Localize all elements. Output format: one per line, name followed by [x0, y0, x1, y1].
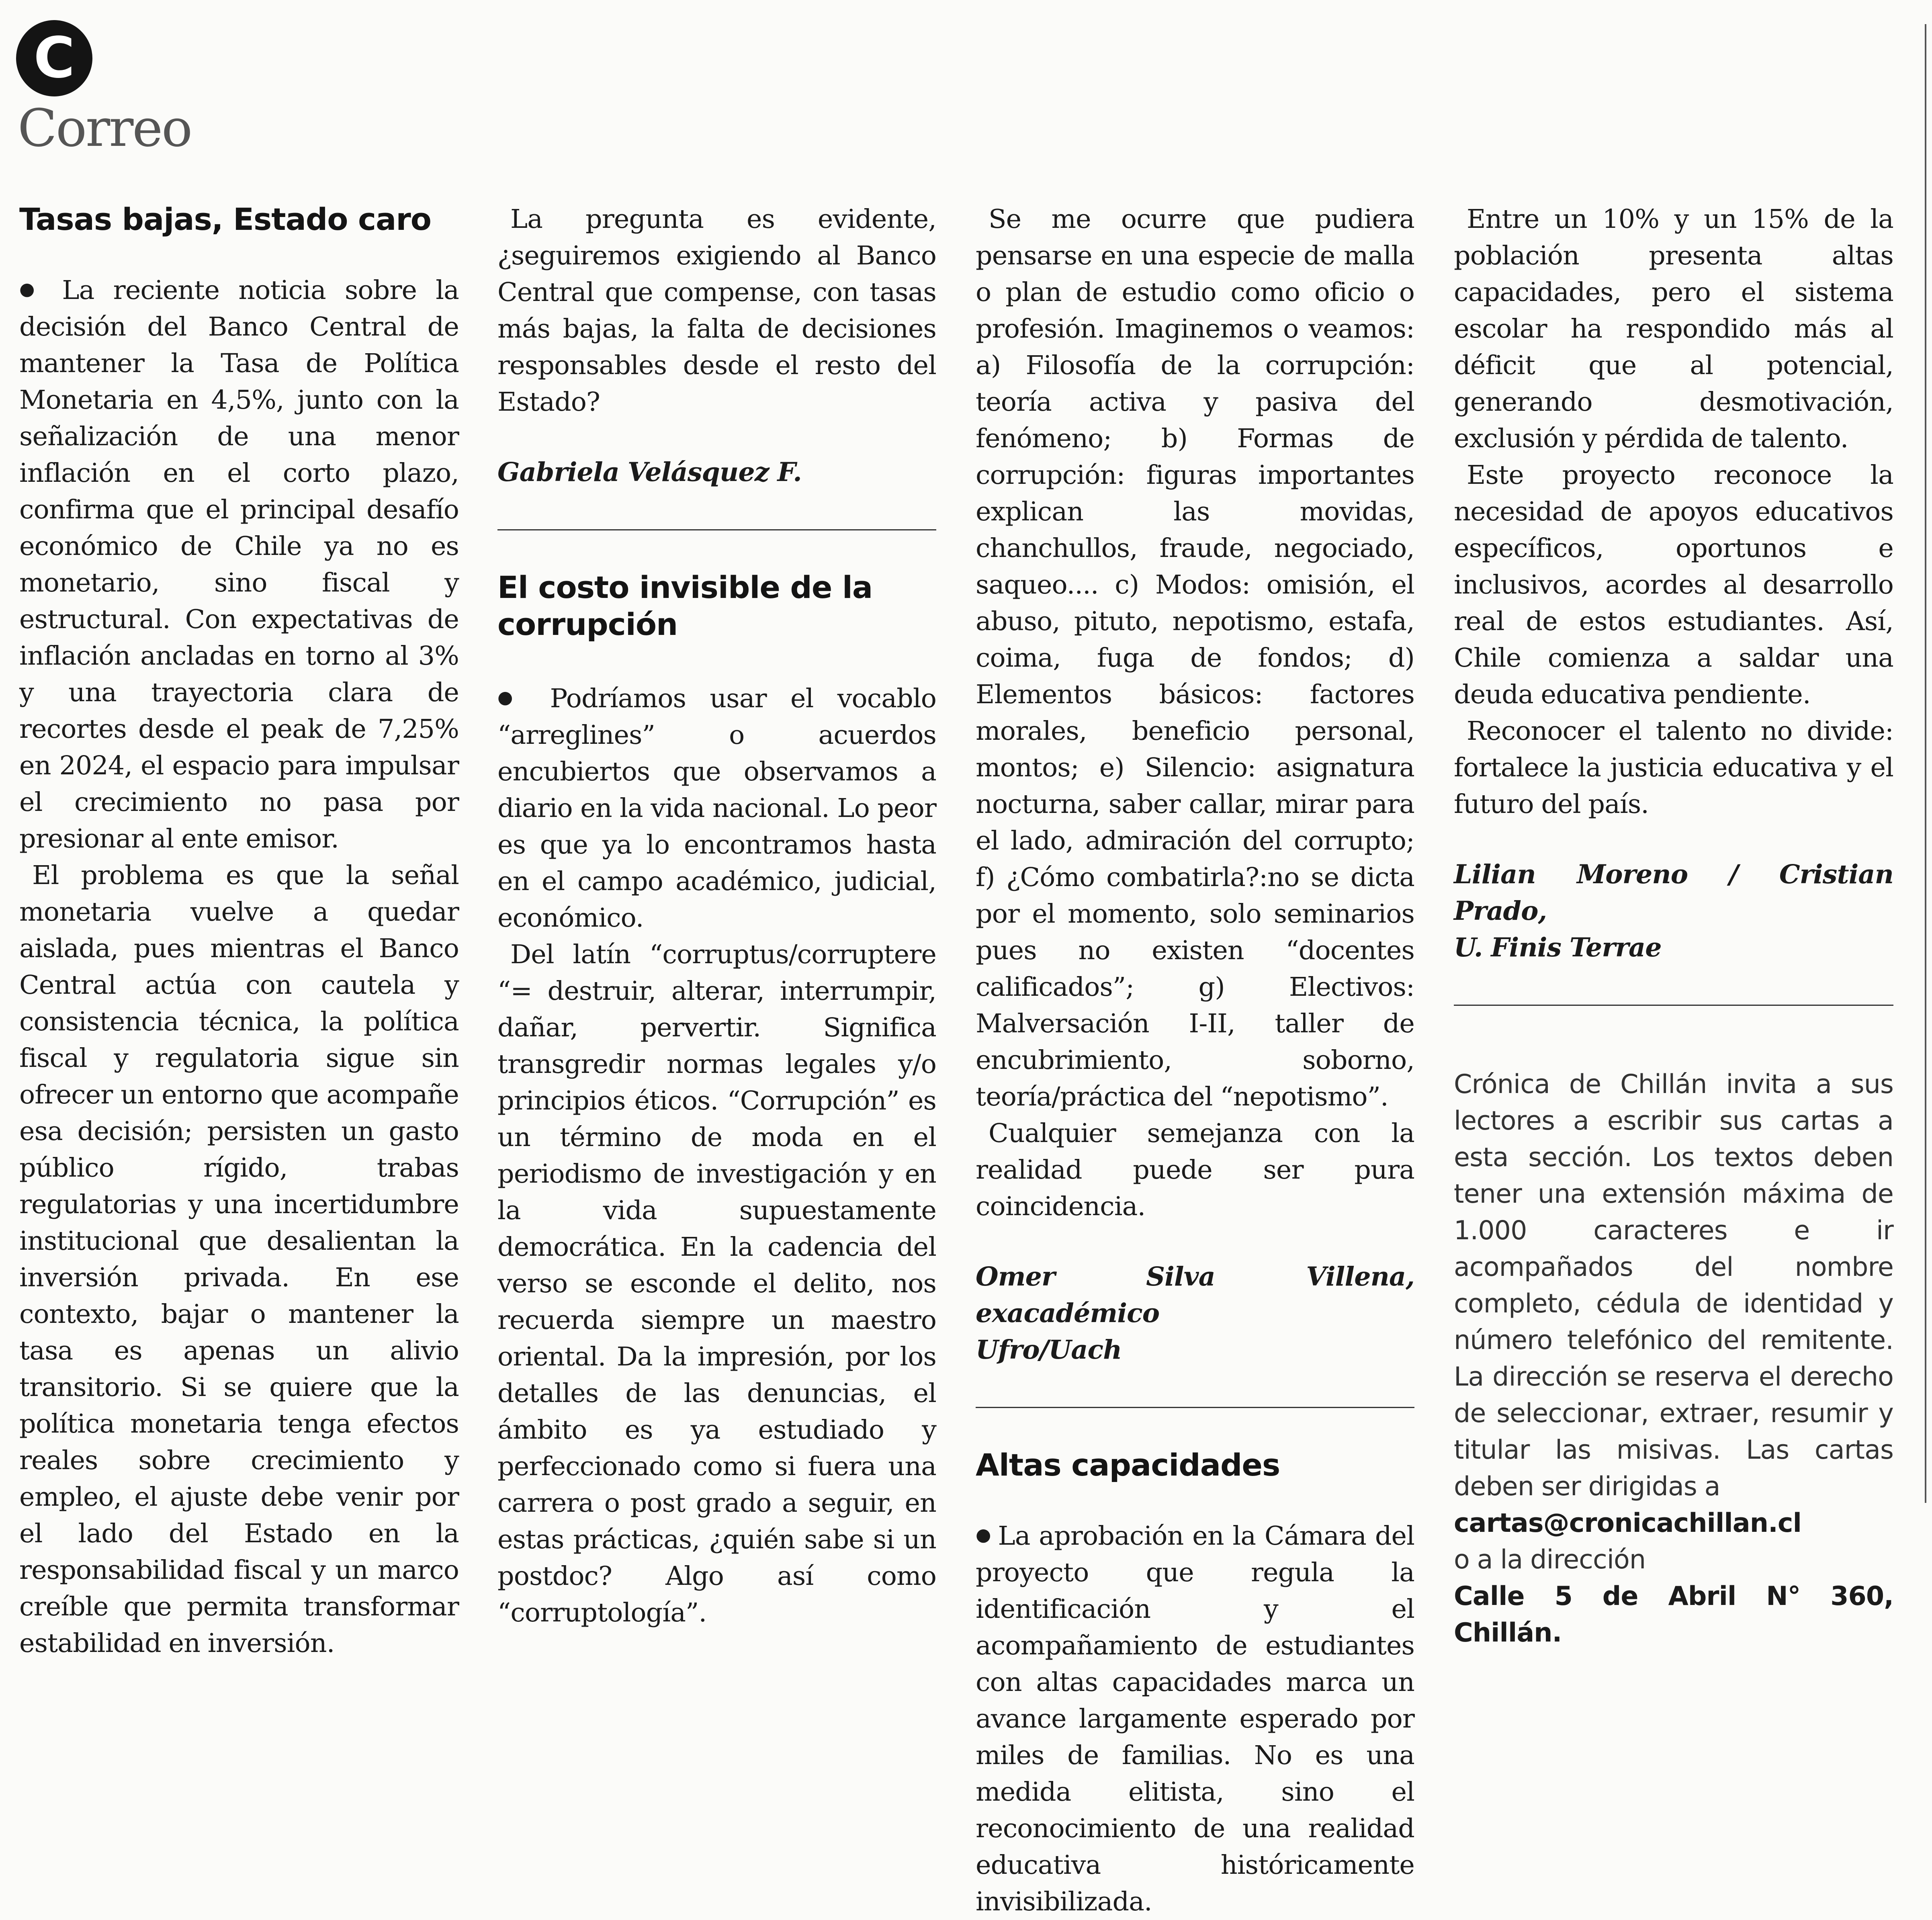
- letter-title: Altas capacidades: [976, 1447, 1280, 1483]
- letter-signature: Omer Silva Villena, exacadémico: [976, 1261, 1414, 1328]
- letter-signature: U. Finis Terrae: [1454, 932, 1662, 963]
- column-rule: [1925, 24, 1926, 1503]
- letter-signature: Gabriela Velásquez F.: [497, 457, 802, 487]
- letter-paragraph: Reconocer el talento no divide: fortalece la justicia educativa y el futuro del país.: [1454, 716, 1893, 819]
- submission-address: Calle 5 de Abril N° 360, Chillán.: [1454, 1581, 1893, 1648]
- section-badge: C: [16, 20, 92, 96]
- letter-title: Tasas bajas, Estado caro: [19, 201, 432, 237]
- column-1: [19, 201, 459, 1658]
- letter-signature: Ufro/Uach: [976, 1335, 1122, 1365]
- letter-paragraph: Cualquier semejanza con la realidad puede ser pura coincidencia.: [976, 1118, 1414, 1222]
- letter-paragraph: El problema es que la señal monetaria vuelve a quedar aislada, pues mientras el Banco Central actúa con cautela y consistencia técnica, la política fiscal y regulatoria sigue sin ofrecer un entorno que acompañe esa decisión; persisten un gasto público rígido, trabas regulatorias y una incertidumbre institucional que desalientan la inversión privada. En ese contexto, bajar o mantener la tasa es apenas un alivio transitorio. Si se quiere que la política monetaria tenga efectos reales sobre crecimiento y empleo, el ajuste debe venir por el lado del Estado en la responsabilidad fiscal y un marco creíble que permita transformar estabilidad en inversión.: [19, 860, 459, 1658]
- column-4: [1454, 201, 1893, 1648]
- letter-paragraph: ● Podríamos usar el vocablo “arreglines” o acuerdos encubiertos que observamos a diario en la vida nacional. Lo peor es que ya lo encontramos hasta en el campo académico, judicial, económico.: [497, 679, 936, 936]
- section-title: Correo: [18, 98, 192, 158]
- letter-paragraph: Este proyecto reconoce la necesidad de apoyos educativos específicos, oportunos e inclusivos, acordes al desarrollo real de estos estudiantes. Así, Chile comienza a saldar una deuda educativa pendiente.: [1454, 460, 1893, 710]
- letter-paragraph: Entre un 10% y un 15% de la población presenta altas capacidades, pero el sistema escolar ha respondido más al déficit que al potencial, generando desmotivación, exclusión y pérdida de talento.: [1454, 204, 1893, 454]
- column-3: [976, 201, 1414, 1917]
- letter-signature: Lilian Moreno / Cristian Prado,: [1454, 859, 1893, 926]
- letter-paragraph: La pregunta es evidente, ¿seguiremos exigiendo al Banco Central que compense, con tasas más bajas, la falta de decisiones responsables desde el resto del Estado?: [497, 204, 936, 417]
- column-2: [497, 201, 936, 1628]
- submission-email: cartas@cronicachillan.cl: [1454, 1508, 1801, 1538]
- letter-paragraph: ● La reciente noticia sobre la decisión del Banco Central de mantener la Tasa de Política Monetaria en 4,5%, junto con la señalización de una menor inflación en el corto plazo, confirma que el principal desafío económico de Chile ya no es monetario, sino fiscal y estructural. Con expectativas de inflación ancladas en torno al 3% y una trayectoria clara de recortes desde el peak de 7,25% en 2024, el espacio para impulsar el crecimiento no pasa por presionar al ente emisor.: [19, 271, 459, 857]
- submission-notice: Crónica de Chillán invita a sus lectores a escribir sus cartas a esta sección. Los textos deben tener una extensión máxima de 1.000 caracteres e ir acompañados del nombre completo, cédula de identidad y número telefónico del remitente. La dirección se reserva el derecho de seleccionar, extraer, resumir y titular las misivas. Las cartas deben ser dirigidas a: [1454, 1069, 1893, 1502]
- letter-paragraph: Se me ocurre que pudiera pensarse en una especie de malla o plan de estudio como oficio o profesión. Imaginemos o veamos: a) Filosofía de la corrupción: teoría activa y pasiva del fenómeno; b) Formas de corrupción: figuras importantes explican las movidas, chanchullos, fraude, negociado, saqueo.... c) Modos: omisión, el abuso, pituto, nepotismo, estafa, coima, fuga de fondos; d) Elementos básicos: factores morales, beneficio personal, montos; e) Silencio: asignatura nocturna, saber callar, mirar para el lado, admiración del corrupto; f) ¿Cómo combatirla?:no se dicta por el momento, solo seminarios pues no existen “docentes calificados”; g) Electivos: Malversación I-II, taller de encubrimiento, soborno, teoría/práctica del “nepotismo”.: [976, 204, 1414, 1112]
- letter-paragraph: Del latín “corruptus/corruptere “= destruir, alterar, interrumpir, dañar, pervertir. Significa transgredir normas legales y/o principios éticos. “Corrupción” es un término de moda en el periodismo de investigación y en la vida supuestamente democrática. En la cadencia del verso se esconde el delito, nos recuerda siempre un maestro oriental. Da la impresión, por los detalles de las denuncias, el ámbito es ya estudiado y perfeccionado como si fuera una carrera o post grado a seguir, en estas prácticas, ¿quién sabe si un postdoc? Algo así como “corruptología”.: [497, 940, 936, 1628]
- letter-paragraph: ● La aprobación en la Cámara del proyecto que regula la identificación y el acompañamiento de estudiantes con altas capacidades marca un avance largamente esperado por miles de familias. No es una medida elitista, sino el reconocimiento de una realidad educativa históricamente invisibilizada.: [976, 1517, 1414, 1920]
- submission-address-label: o a la dirección: [1454, 1545, 1646, 1575]
- letter-title: El costo invisible de la corrupción: [497, 569, 873, 642]
